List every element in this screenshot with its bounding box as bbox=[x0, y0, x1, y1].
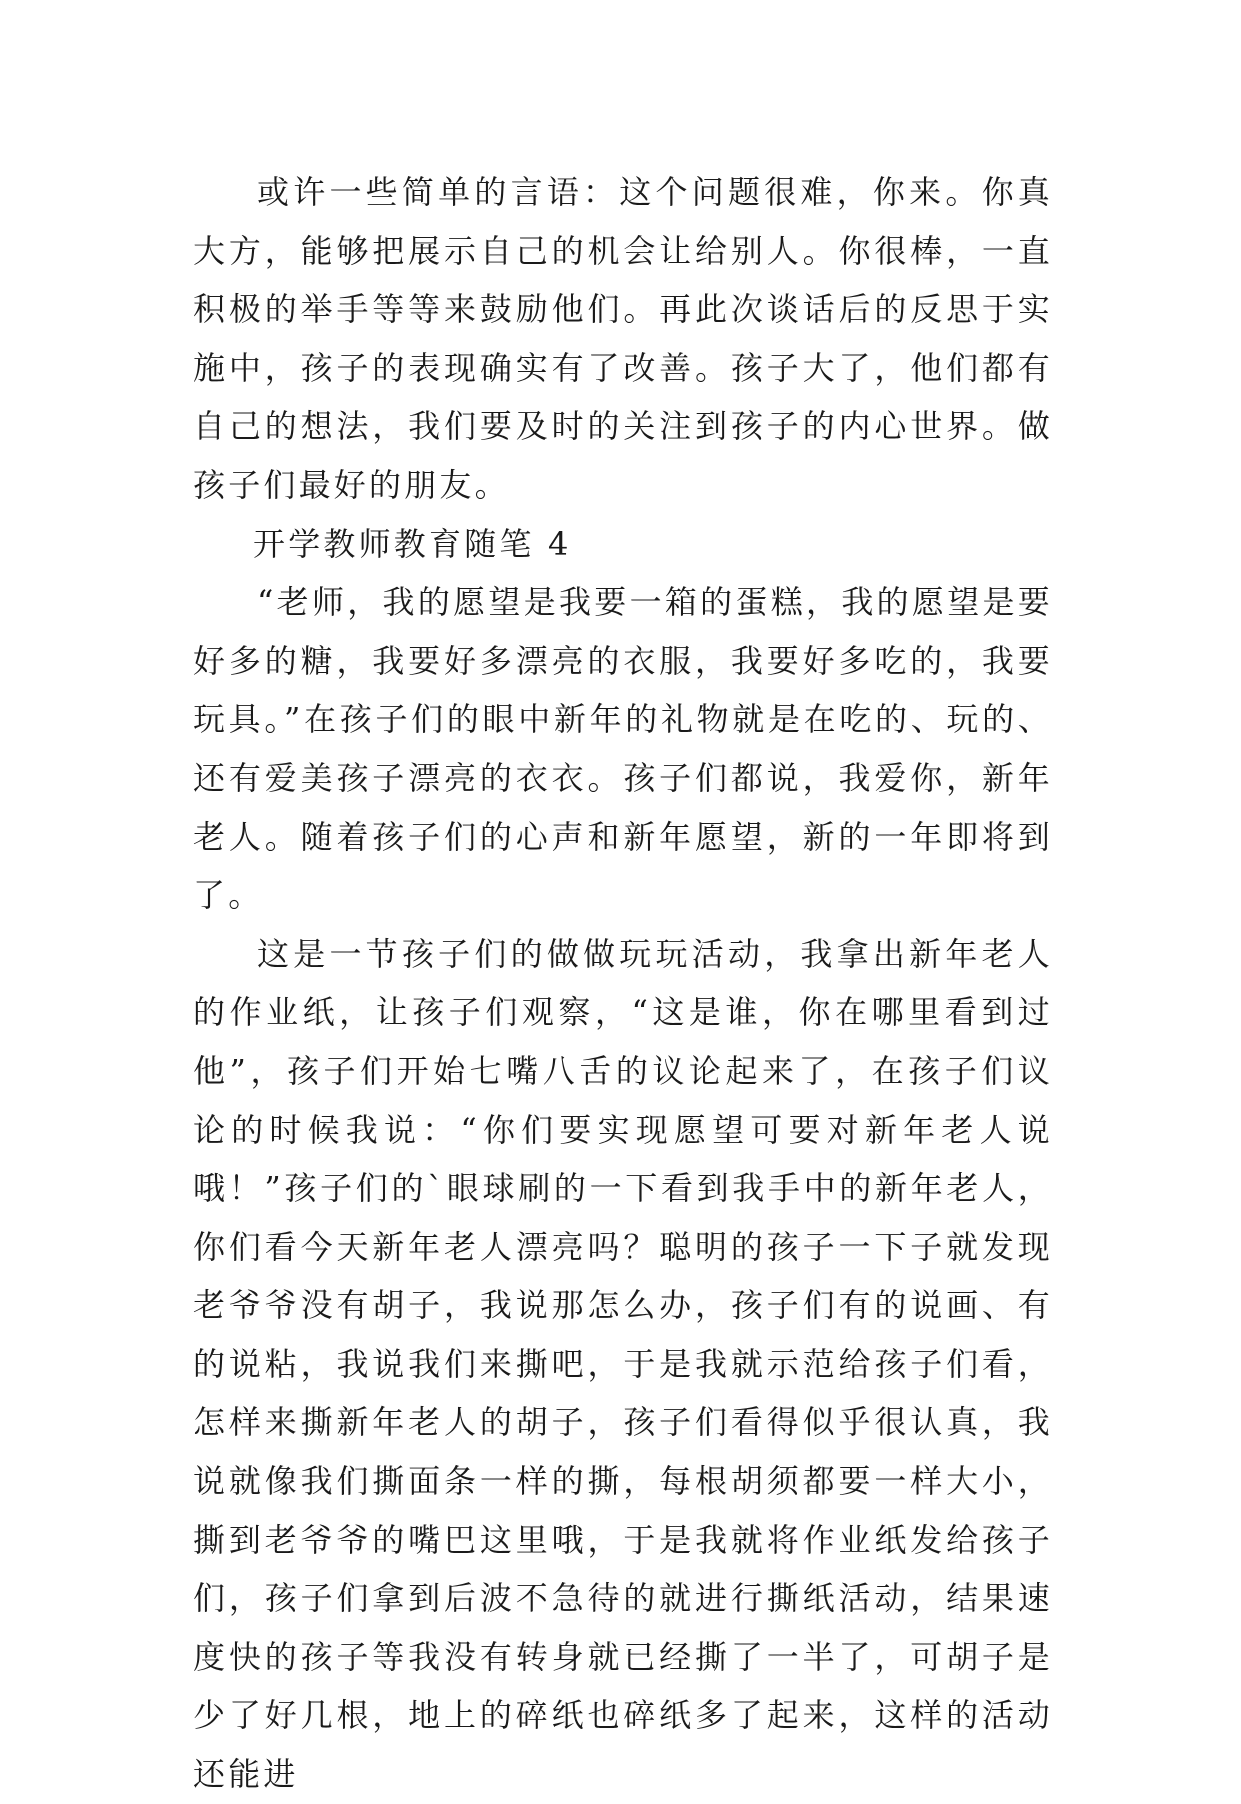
paragraph-tearing-activity: 这是一节孩子们的做做玩玩活动，我拿出新年老人的作业纸，让孩子们观察，“这是谁，你在哪里看到过他”，孩子们开始七嘴八舌的议论起来了，在孩子们议论的时候我说：“你们要实现愿望可要对新年老人说哦！”孩子们的`眼球刷的一下看到我手中的新年老人，你们看今天新年老人漂亮吗？聪明的孩子一下子就发现老爷爷没有胡子，我说那怎么办，孩子们有的说画、有的说粘，我说我们来撕吧，于是我就示范给孩子们看，怎样来撕新年老人的胡子，孩子们看得似乎很认真，我说就像我们撕面条一样的撕，每根胡须都要一样大小，撕到老爷爷的嘴巴这里哦，于是我就将作业纸发给孩子们，孩子们拿到后波不急待的就进行撕纸活动，结果速度快的孩子等我没有转身就已经撕了一半了，可胡子是少了好几根，地上的碎纸也碎纸多了起来，这样的活动还能进 bbox=[193, 934, 1053, 1794]
paragraph-encouragement: 或许一些简单的言语：这个问题很难，你来。你真大方，能够把展示自己的机会让给别人。你很棒，一直积极的举手等等来鼓励他们。再此次谈话后的反思于实施中，孩子的表现确实有了改善。孩子大了，他们都有自己的想法，我们要及时的关注到孩子的内心世界。做孩子们最好的朋友。 bbox=[193, 173, 1053, 504]
paragraph-new-year-wishes: “老师，我的愿望是我要一箱的蛋糕，我的愿望是要好多的糖，我要好多漂亮的衣服，我要好多吃的，我要玩具。”在孩子们的眼中新年的礼物就是在吃的、玩的、还有爱美孩子漂亮的衣衣。孩子们都说，我爱你，新年老人。随着孩子们的心声和新年愿望，新的一年即将到了。 bbox=[193, 583, 1053, 915]
document-body bbox=[193, 163, 1053, 1804]
section-heading: 开学教师教育随笔 4 bbox=[253, 524, 572, 563]
